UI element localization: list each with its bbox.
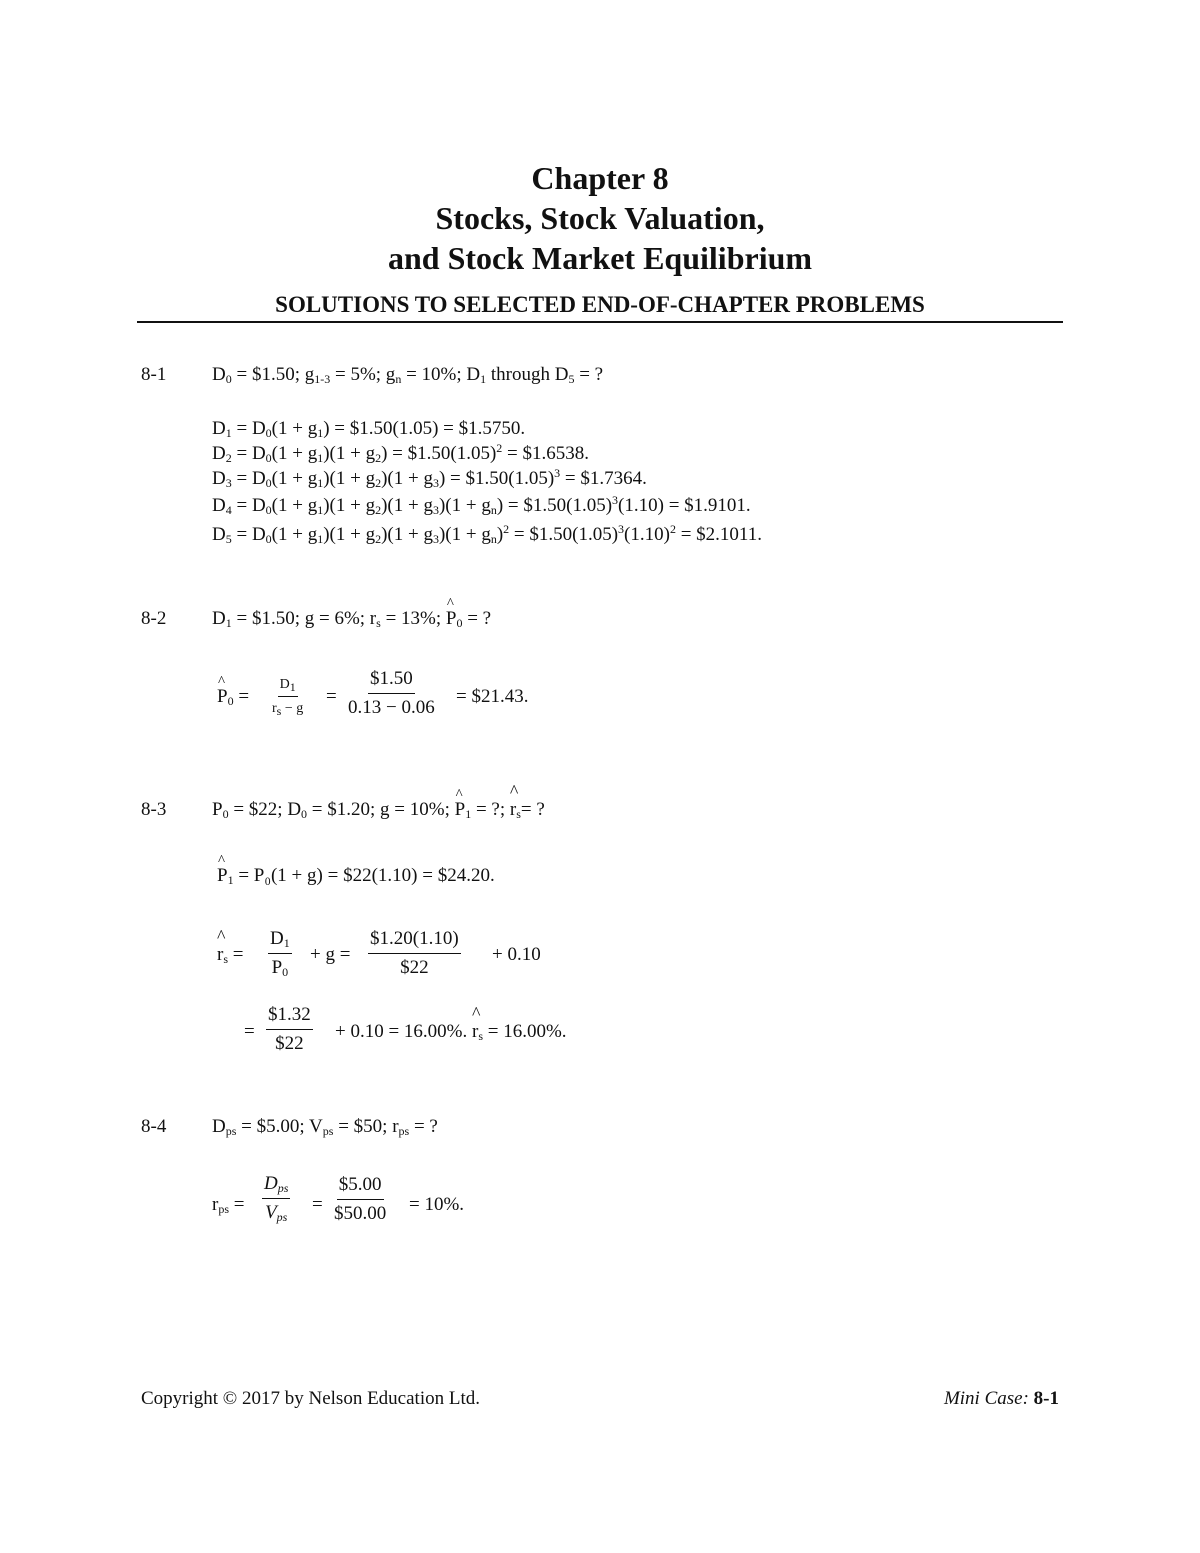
problem-8-3-value-fraction: $\frac{\$1.20(1.10)}{\$22}$ [370,928,459,978]
problem-8-1-d3: $D_3 = D_0(1 + g_1)(1 + g_2)(1 + g_3)$ = $\$1.50(1.05)^3$ = $1.7364. [212,466,647,490]
problem-8-2-equals: = [326,686,337,707]
problem-8-4-equals: = [312,1194,323,1215]
problem-8-4-result: = 10%. [409,1194,465,1215]
minicase-label: Mini Case: [943,1388,1029,1409]
problem-8-1-d5: $D_5 = D_0(1 + g_1)(1 + g_2)(1 + g_3)(1 + g_n)^2$ = $\$1.50(1.05)^3(1.10)^2$ = $2.1011. [212,522,762,546]
problem-8-3-d1-p0-fraction: $\frac{D_1}{P_0}$ [270,928,290,979]
title-rule [137,321,1063,323]
problem-8-2-p0-symbol: ^ $P_0$ = [217,686,249,708]
problem-8-3-plus-010: + 0.10 [492,944,541,965]
title-line-2: and Stock Market Equilibrium [387,240,813,276]
problem-8-3-equals-2: = [244,1021,255,1042]
problem-8-3-132-fraction: $\frac{\$1.32}{\$22}$ [268,1004,311,1054]
problem-8-2-result: = $21.43. [456,686,529,707]
problem-number-8-1: 8-1 [141,364,167,385]
problem-8-2-given: $D_1$ = $1.50; g = 6%; $r_s = 13\%$; ^ $P_0$ = ? [212,608,491,630]
problem-number-8-3: 8-3 [141,799,167,820]
solutions-subtitle: SOLUTIONS TO SELECTED END-OF-CHAPTER PROBLEMS [275,292,925,317]
problem-8-2-value-fraction: $\frac{\$1.50}{0.13 - 0.06}$ [348,668,435,718]
chapter-heading: Chapter 8 [531,160,669,196]
problem-8-3-plus-g: + g = [310,944,351,965]
page-label [944,1388,1059,1410]
problem-8-2-formula-fraction: $\frac{D_1}{r_s - g}$ [272,677,304,718]
problem-8-1-d4: $D_4 = D_0(1 + g_1)(1 + g_2)(1 + g_3)(1 + g_n)$ = $\$1.50(1.05)^3(1.10)$ = $1.9101. [212,493,751,517]
copyright-notice: Copyright © 2017 by Nelson Education Ltd. [141,1388,480,1409]
problem-8-4-formula-fraction: $D_{ps}$ $V_{ps}$ [264,1173,289,1224]
problem-8-4-value-fraction: $\frac{\$5.00}{\$50.00}$ [334,1174,387,1224]
problem-8-4-given: $D_{ps}$ = $5.00; $V_{ps}$ = $50; $r_{ps}$ = ? [212,1116,438,1138]
problem-8-4-rps-symbol: $r_{ps}$ = [212,1194,245,1216]
minicase-number: 8-1 [1033,1388,1059,1409]
problem-8-3-given: $P_0$ = $22; $D_0$ = $1.20; g = 10%; ^ $P_1$ = ?; ^ $r_s=$ ? [212,799,545,821]
problem-number-8-4: 8-4 [141,1116,167,1137]
problem-8-1-d1: $D_1 = D_0(1 + g_1)$ = $1.50(1.05) = $1.5750. [212,418,526,440]
problem-8-3-final: + 0.10 = 16.00%. ^ $r_s = 16.00\%$. [335,1021,567,1043]
problem-8-1-given: $D_0$ = $1.50; $g_{1-3} = 5\%$; $g_n = 10\%$; $D_1$ through $D_5$ = ? [212,364,604,386]
problem-number-8-2: 8-2 [141,608,167,629]
title-line-1: Stocks, Stock Valuation, [435,200,765,236]
problem-8-3-p1-line: ^ $P_1 = P_0(1 + g)$ = $22(1.10) = $24.20. [217,865,495,887]
problem-8-3-rs-symbol: ^ $r_s$ = [217,944,243,966]
problem-8-1-d2: $D_2 = D_0(1 + g_1)(1 + g_2)$ = $\$1.50(1.05)^2$ = $1.6538. [212,441,590,465]
